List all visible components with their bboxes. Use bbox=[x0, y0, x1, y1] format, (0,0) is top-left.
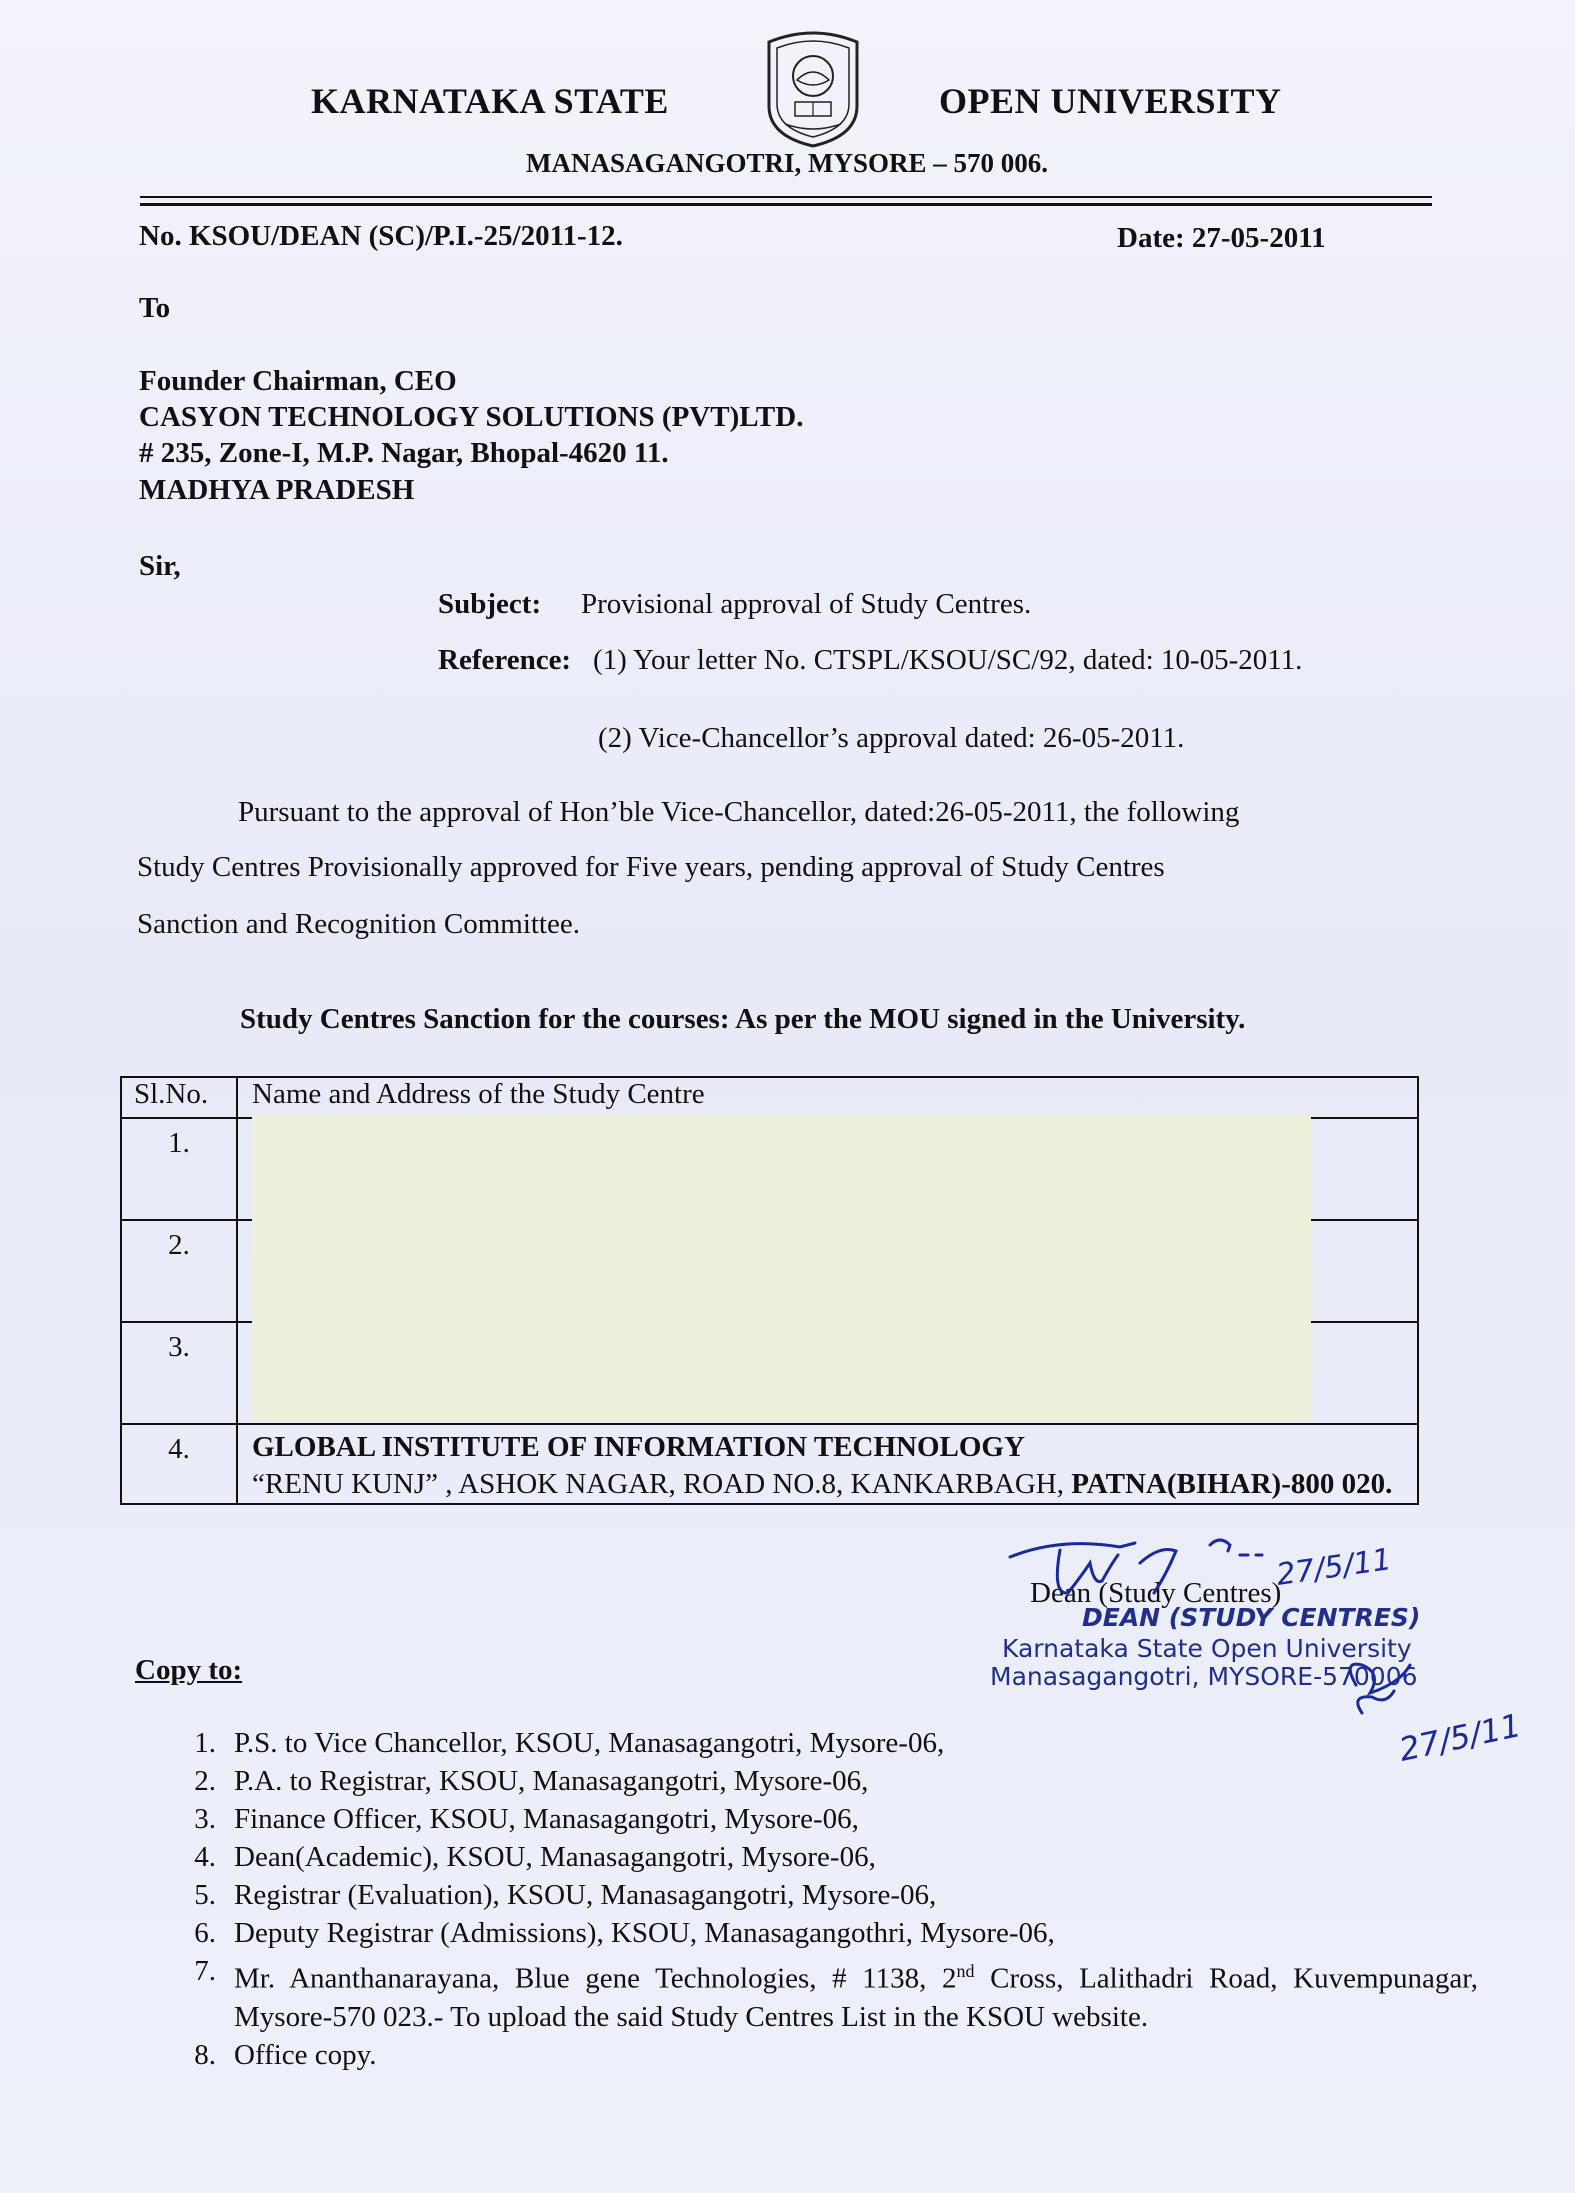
list-item bbox=[180, 1914, 1480, 1952]
recipient-line: CASYON TECHNOLOGY SOLUTIONS (PVT)LTD. bbox=[139, 401, 804, 433]
salutation: Sir, bbox=[139, 550, 181, 582]
header-rule-thick bbox=[140, 203, 1432, 206]
list-item-number: 8. bbox=[194, 2038, 216, 2071]
handwritten-date: 27/5/11 bbox=[1274, 1542, 1394, 1593]
table-heading: Study Centres Sanction for the courses: As per the MOU signed in the University. bbox=[240, 1003, 1246, 1035]
row-serial: 2. bbox=[121, 1220, 237, 1322]
list-item-number: 2. bbox=[194, 1765, 216, 1797]
redaction-block bbox=[252, 1115, 1311, 1421]
list-item bbox=[180, 1724, 1480, 1762]
reference-number: No. KSOU/DEAN (SC)/P.I.-25/2011-12. bbox=[139, 220, 623, 252]
reference-2: (2) Vice-Chancellor’s approval dated: 26-05-2011. bbox=[598, 722, 1185, 754]
list-item bbox=[180, 1838, 1480, 1876]
reference-label: Reference: bbox=[438, 644, 572, 676]
list-item bbox=[180, 2036, 1480, 2074]
row-address bbox=[237, 1424, 1418, 1504]
list-item-number: 3. bbox=[194, 1803, 216, 1835]
list-item-text: Office copy. bbox=[234, 2038, 377, 2071]
recipient-line: Founder Chairman, CEO bbox=[139, 365, 457, 397]
list-item bbox=[180, 1800, 1480, 1838]
university-name-left: KARNATAKA STATE bbox=[311, 81, 669, 121]
list-item-number: 4. bbox=[194, 1841, 216, 1873]
list-item bbox=[180, 1952, 1478, 2036]
centre-name: GLOBAL INSTITUTE OF INFORMATION TECHNOLOGY bbox=[252, 1431, 1025, 1463]
university-seal-icon bbox=[761, 28, 865, 148]
list-item bbox=[180, 1876, 1480, 1914]
header-rule-thin bbox=[140, 196, 1432, 198]
copy-to-heading: Copy to: bbox=[135, 1654, 243, 1686]
list-item-text: Finance Officer, KSOU, Manasagangotri, Mysore-06, bbox=[234, 1803, 859, 1835]
list-item bbox=[180, 1762, 1480, 1800]
list-item-text: P.S. to Vice Chancellor, KSOU, Manasagangotri, Mysore-06, bbox=[234, 1727, 945, 1759]
letter-date: Date: 27-05-2011 bbox=[1117, 222, 1326, 254]
body-text-line: Pursuant to the approval of Hon’ble Vice-Chancellor, dated:26-05-2011, the following bbox=[238, 796, 1240, 828]
copy-to-list bbox=[180, 1724, 1480, 2074]
stamp-line: Manasagangotri, MYSORE-570006 bbox=[990, 1662, 1418, 1691]
row-serial: 1. bbox=[121, 1118, 237, 1220]
subject-text: Provisional approval of Study Centres. bbox=[581, 588, 1032, 620]
list-item-number: 7. bbox=[194, 1955, 216, 1987]
row-serial: 3. bbox=[121, 1322, 237, 1424]
list-item-text: Deputy Registrar (Admissions), KSOU, Manasagangothri, Mysore-06, bbox=[234, 1917, 1055, 1949]
body-text-line: Sanction and Recognition Committee. bbox=[137, 908, 580, 940]
column-header-name-address: Name and Address of the Study Centre bbox=[237, 1077, 1418, 1118]
list-item-text: Dean(Academic), KSOU, Manasagangotri, Mysore-06, bbox=[234, 1841, 876, 1873]
stamp-line: DEAN (STUDY CENTRES) bbox=[1082, 1603, 1421, 1632]
list-item-text: Registrar (Evaluation), KSOU, Manasagangotri, Mysore-06, bbox=[234, 1879, 937, 1911]
signatory-title: Dean (Study Centres) bbox=[1030, 1577, 1282, 1609]
superscript: nd bbox=[956, 1961, 975, 1981]
reference-1: (1) Your letter No. CTSPL/KSOU/SC/92, dated: 10-05-2011. bbox=[593, 644, 1303, 676]
body-text-line: Study Centres Provisionally approved for Five years, pending approval of Study Centres bbox=[137, 851, 1165, 883]
list-item-text: Cross, Lalithadri Road, Kuvempunagar, Mysore-570 023.- To upload the said Study Centres List in the KSOU website. bbox=[234, 1962, 1478, 2033]
list-item-number: 1. bbox=[194, 1727, 216, 1759]
table-header-row bbox=[121, 1077, 1418, 1118]
to-label: To bbox=[139, 292, 171, 324]
handwritten-date: 27/5/11 bbox=[1395, 1706, 1525, 1769]
list-item-number: 6. bbox=[194, 1917, 216, 1949]
stamp-line: Karnataka State Open University bbox=[1002, 1634, 1412, 1663]
recipient-line: # 235, Zone-I, M.P. Nagar, Bhopal-4620 11. bbox=[139, 437, 669, 469]
column-header-slno: Sl.No. bbox=[121, 1077, 237, 1118]
university-address: MANASAGANGOTRI, MYSORE – 570 006. bbox=[526, 148, 1049, 178]
list-item-number: 5. bbox=[194, 1879, 216, 1911]
row-serial: 4. bbox=[121, 1424, 237, 1504]
recipient-line: MADHYA PRADESH bbox=[139, 474, 415, 506]
list-item-text: Mr. Ananthanarayana, Blue gene Technologies, # 1138, 2 bbox=[234, 1962, 957, 1995]
university-name-right: OPEN UNIVERSITY bbox=[939, 81, 1282, 121]
table-row bbox=[121, 1424, 1418, 1504]
subject-label: Subject: bbox=[438, 588, 542, 620]
list-item-text: P.A. to Registrar, KSOU, Manasagangotri, Mysore-06, bbox=[234, 1765, 869, 1797]
centre-address-city: PATNA(BIHAR)-800 020. bbox=[1071, 1468, 1393, 1500]
centre-address: “RENU KUNJ” , ASHOK NAGAR, ROAD NO.8, KANKARBAGH, bbox=[252, 1468, 1072, 1500]
